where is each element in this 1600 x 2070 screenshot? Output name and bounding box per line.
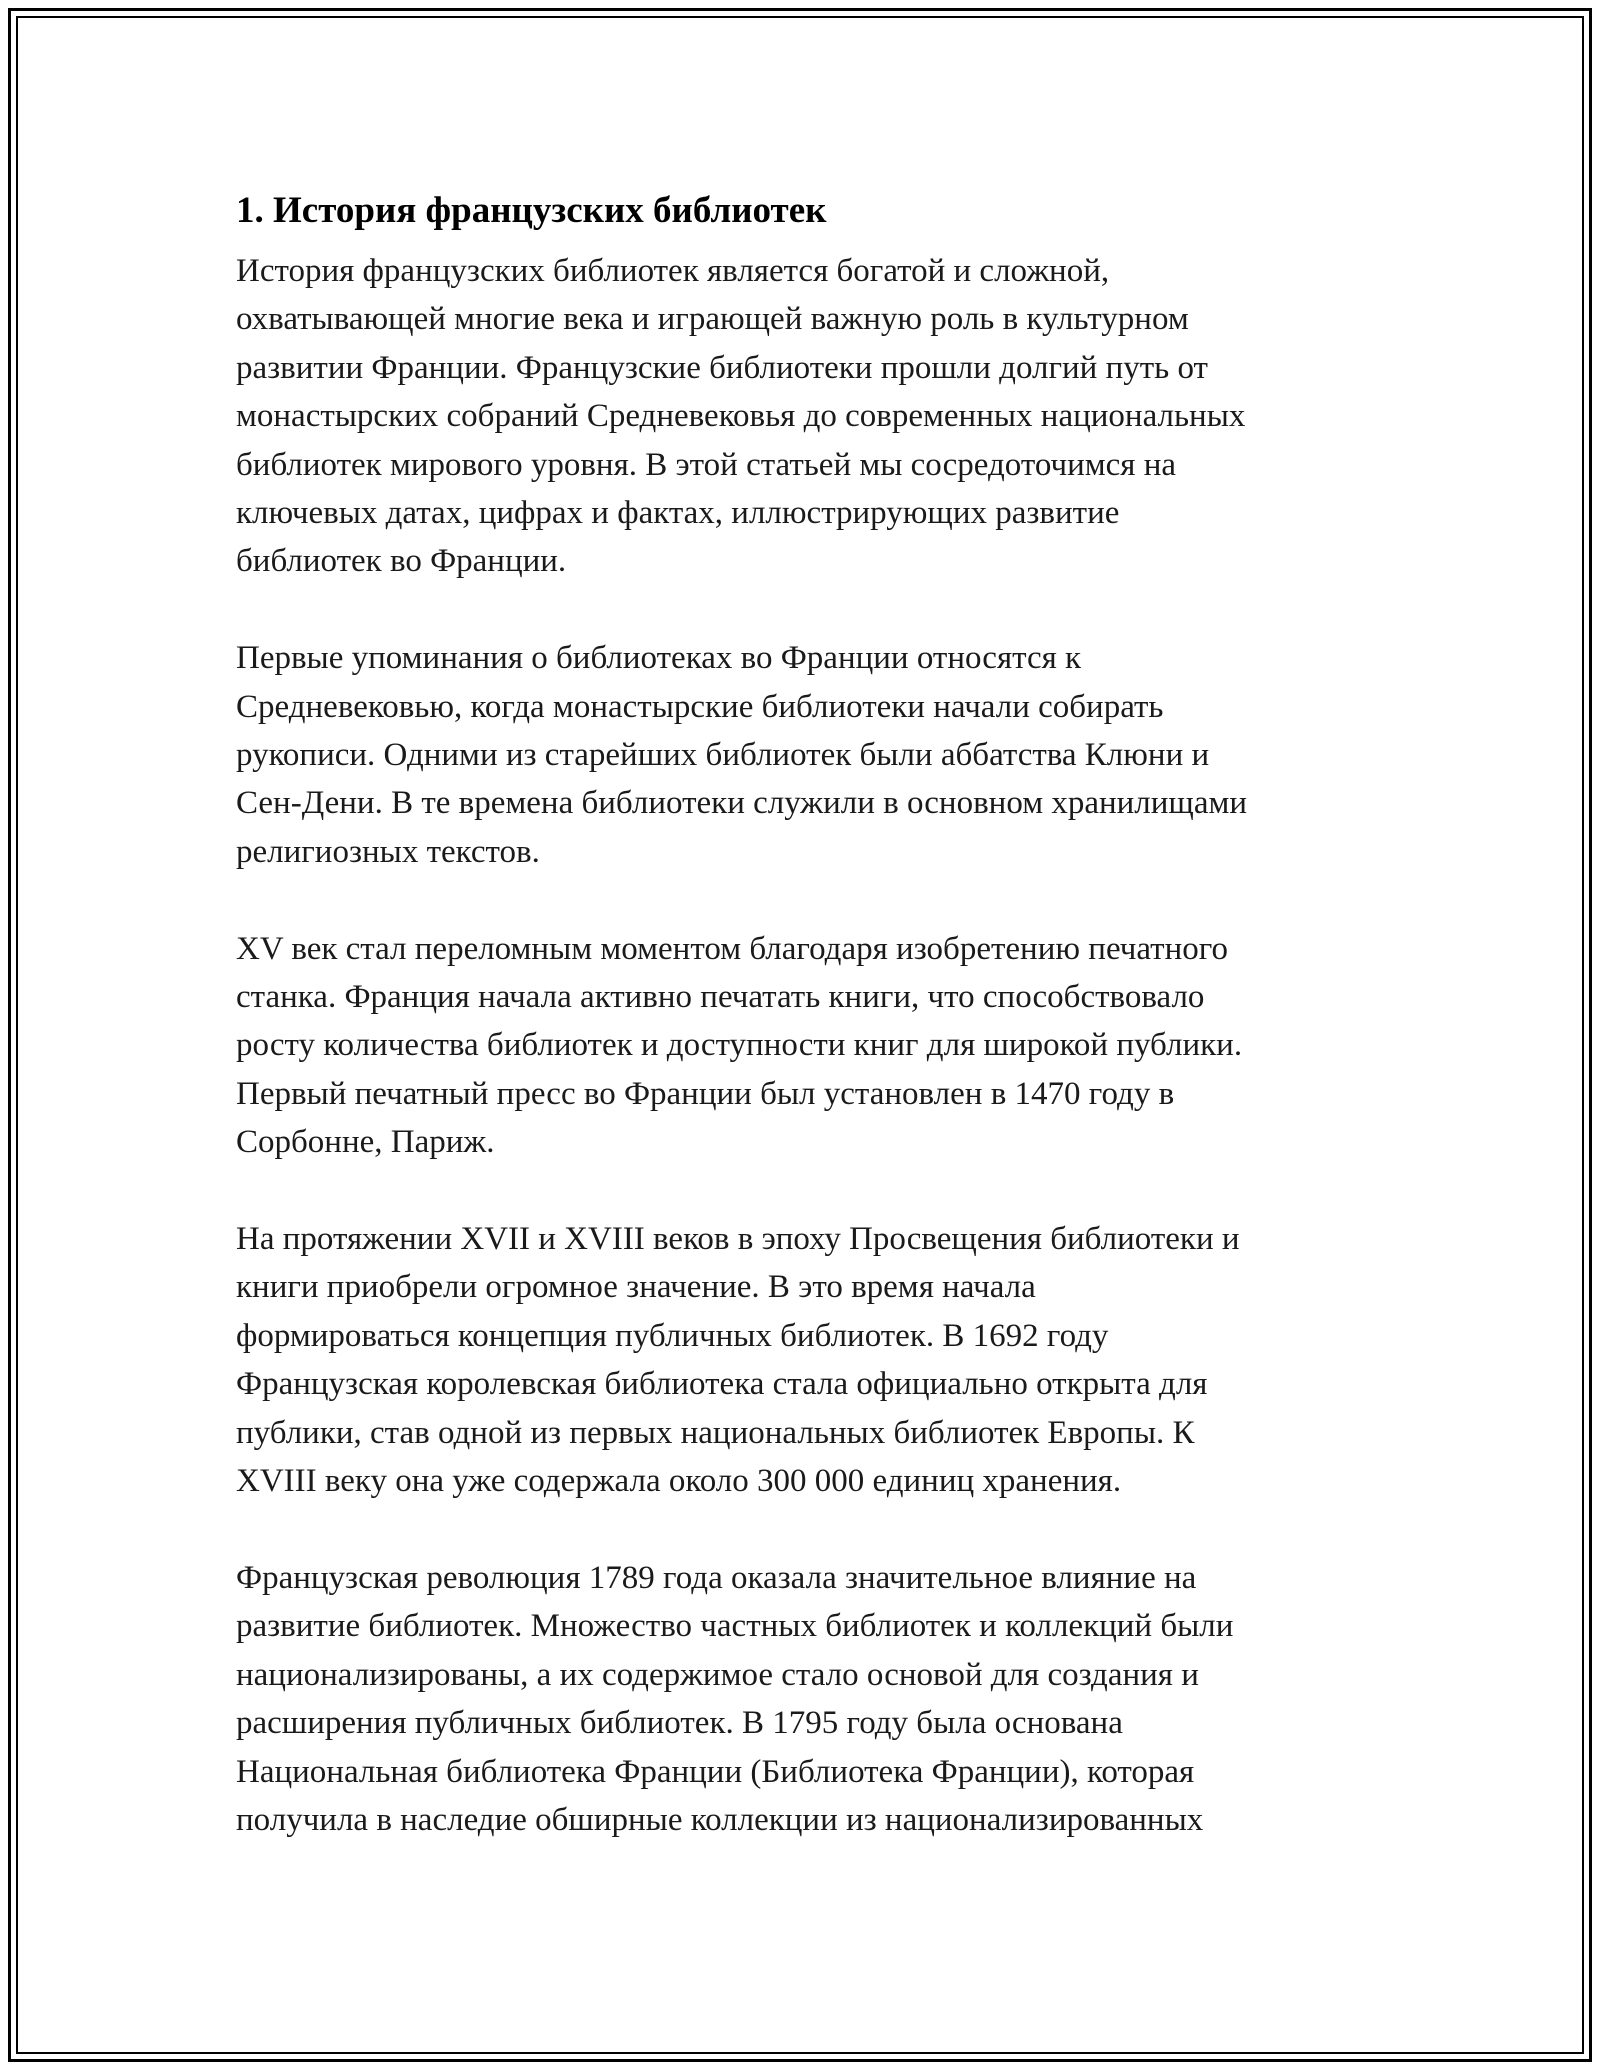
document-body	[236, 185, 1376, 1844]
section-heading: 1. История французских библиотек	[236, 190, 827, 231]
paragraph-intro: История французских библиотек является богатой и сложной, охватывающей многие века и играющей важную роль в культурном развитии Франции. Французские библиотеки прошли долгий путь от монастырских собраний Средневековья до современных национальных библиотек мирового уровня. В этой статьей мы сосредоточимся на ключевых датах, цифрах и фактах, иллюстрирующих развитие библиотек во Франции.	[236, 253, 1246, 580]
paragraph-enlightenment: На протяжении XVII и XVIII веков в эпоху Просвещения библиотеки и книги приобрели огромное значение. В это время начала формироваться концепция публичных библиотек. В 1692 году Французская королевская библиотека стала официально открыта для публики, став одной из первых национальных библиотек Европы. К XVIII веку она уже содержала около 300 000 единиц хранения.	[236, 1221, 1240, 1500]
paragraph-printing-press: XV век стал переломным моментом благодаря изобретению печатного станка. Франция начала активно печатать книги, что способствовало росту количества библиотек и доступности книг для широкой публики. Первый печатный пресс во Франции был установлен в 1470 году в Сорбонне, Париж.	[236, 930, 1243, 1161]
paragraph-revolution: Французская революция 1789 года оказала значительное влияние на развитие библиотек. Множество частных библиотек и коллекций были национализированы, а их содержимое стало основой для создания и расширения публичных библиотек. В 1795 году была основана Национальная библиотека Франции (Библиотека Франции), которая получила в наследие обширные коллекции из национализированных	[236, 1559, 1234, 1838]
paragraph-middle-ages: Первые упоминания о библиотеках во Франции относятся к Средневековью, когда монастырские библиотеки начали собирать рукописи. Одними из старейших библиотек были аббатства Клюни и Сен-Дени. В те времена библиотеки служили в основном хранилищами религиозных текстов.	[236, 640, 1248, 870]
